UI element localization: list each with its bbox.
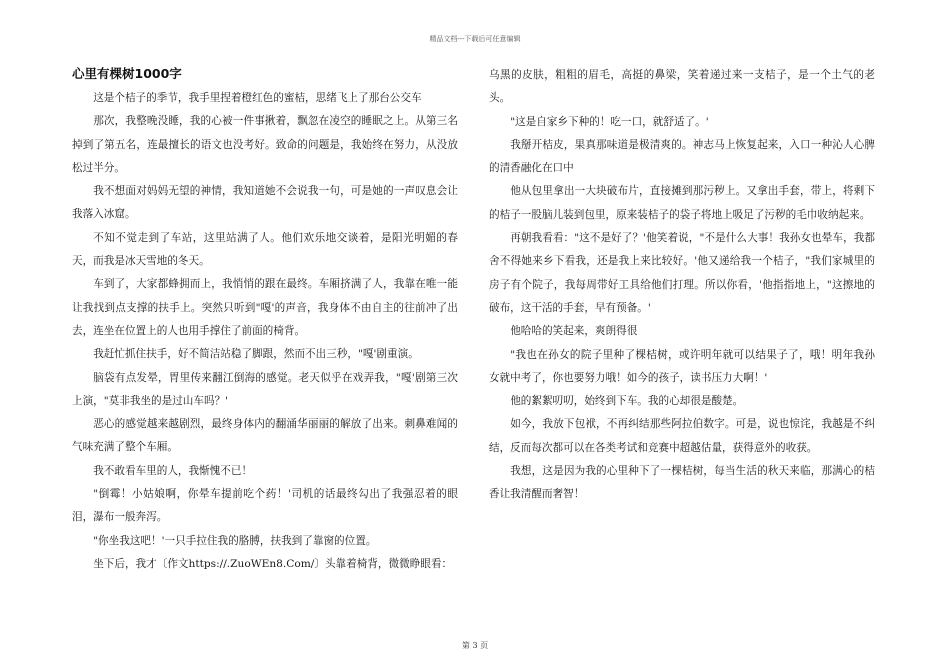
paragraph: 坐下后，我才〔作文https://.ZuoWEn8.Com/〕头靠着椅背，微微睁眼看： [93, 557, 453, 570]
right-column [489, 64, 875, 507]
paragraph: 恶心的感觉越来越剧烈，最终身体内的翻涌华丽丽的解放了出来。刺鼻难闻的气味充满了整个车厢。 [72, 418, 458, 454]
paragraph: 我不想面对妈妈无望的神情，我知道她不会说我一句，可是她的一声叹息会让我落入冰窟。 [72, 185, 458, 221]
paragraph: 我掰开桔皮，果真那味道是极清爽的。神志马上恢复起来，入口一种沁人心脾的清香融化在口中 [489, 138, 875, 175]
article-title: 心里有棵树1000字 [72, 66, 182, 81]
paragraph: 他哈哈的笑起来，爽朗得很 [510, 325, 638, 338]
paragraph: 他从包里拿出一大块破布片，直接摊到那污秽上。又拿出手套，带上，将剩下的桔子一股脑儿装到包里，原来装桔子的袋子将地上吸足了污秽的毛巾收纳起来。 [489, 185, 875, 221]
paragraph: 如今，我放下包袱，不再纠结那些阿拉伯数字。可是，说也惊诧，我越是不纠结，反而每次都可以在各类考试和竞赛中超越估量，获得意外的收获。 [489, 418, 875, 454]
paragraph: 这是个桔子的季节，我手里捏着橙红色的蜜桔，思绪飞上了那台公交车 [93, 92, 422, 104]
paragraph: 那次，我整晚没睡，我的心被一件事揪着，飘忽在凌空的睡眠之上。从第三名掉到了第五名，连最擅长的语文也没考好。致命的问题是，我始终在努力，从没放松过半分。 [72, 115, 458, 174]
paragraph: "倒霉！小姑娘啊，你晕车提前吃个药！'司机的话最终勾出了我强忍着的眼泪，瀑布一般奔泻。 [72, 488, 458, 524]
paragraph-continuation: 乌黑的皮肤，粗粗的眉毛，高挺的鼻梁，笑着递过来一支桔子，是一个土气的老头。 [489, 69, 875, 105]
paragraph: 我不敢看车里的人，我惭愧不已！ [93, 464, 253, 477]
left-column [72, 64, 458, 576]
paragraph: 我想，这是因为我的心里种下了一棵桔树，每当生活的秋天来临，那满心的桔香让我清醒而奢智！ [489, 465, 875, 501]
right-paragraphs [489, 111, 875, 507]
paragraph: 他的絮絮叨叨，始终到下车。我的心却很是酸楚。 [510, 395, 744, 408]
paragraph: "你坐我这吧！'一只手拉住我的胳膊，扶我到了靠窗的位置。 [93, 534, 377, 547]
page-number: 第 3 页 [461, 641, 489, 650]
paragraph: 车到了，大家都蜂拥而上，我悄悄的跟在最终。车厢挤满了人，我靠在唯一能让我找到点支撑的扶手上。突然只听到"嘎'的声音，我身体不由自主的往前冲了出去，连坐在位置上的人也用手撑住了前面的椅背。 [72, 278, 458, 337]
left-paragraphs [72, 87, 458, 576]
paragraph: "我也在孙女的院子里种了棵桔树，或许明年就可以结果子了，哦！明年我孙女就中考了，你也要努力哦！如今的孩子，读书压力大啊！' [489, 348, 875, 384]
paragraph: 我赶忙抓住扶手，好不简洁站稳了脚跟，然而不出三秒，"嘎'剧重演。 [93, 348, 419, 361]
paragraph: 不知不觉走到了车站，这里站满了人。他们欢乐地交谈着，是阳光明媚的春天，而我是冰天雪地的冬天。 [72, 231, 458, 268]
paragraph: "这是自家乡下种的！吃一口，就舒适了。' [510, 115, 709, 128]
page-header: 精品文档---下载后可任意编辑 [429, 35, 521, 43]
paragraph: 脑袋有点发晕，胃里传来翻江倒海的感觉。老天似乎在戏弄我，"嘎'剧第三次上演，"莫非我坐的是过山车吗？' [72, 371, 458, 407]
paragraph: 再朝我看看："这不是好了？'他笑着说，"不是什么大事！我孙女也晕车，我都舍不得她来乡下看我，还是我上来比较好。'他又递给我一个桔子，"我们家城里的房子有个院子，我每周带好工具给他们打理。所以你看，'他指指地上，"这擦地的破布，这干活的手套，早有预备。' [489, 232, 875, 314]
